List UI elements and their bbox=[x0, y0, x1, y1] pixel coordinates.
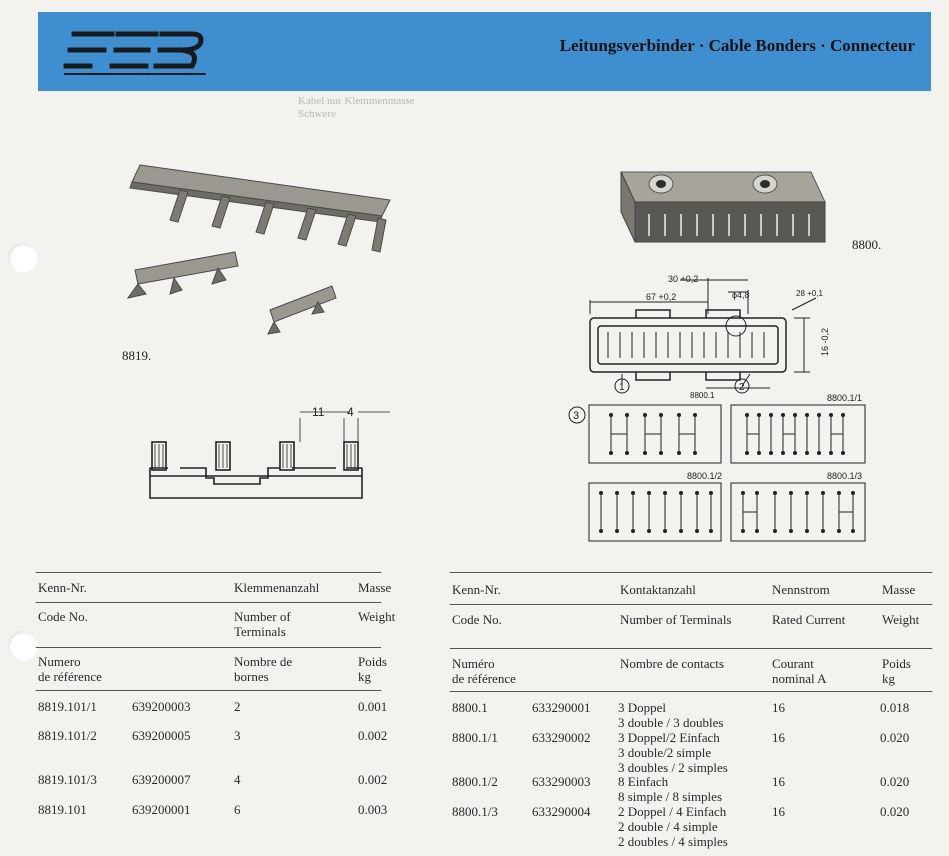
row-mass: 0.001 bbox=[358, 699, 388, 714]
row-code: 639200001 bbox=[132, 802, 191, 817]
table-rule bbox=[36, 690, 381, 691]
row-ref: 8800.1/3 bbox=[452, 804, 498, 819]
diagram-label-8800-1-3: 8800.1/3 bbox=[827, 471, 863, 481]
callout-3: 3 bbox=[573, 410, 580, 422]
callout-2: 2 bbox=[739, 382, 745, 393]
punch-hole bbox=[8, 243, 38, 273]
row-count: 2 Doppel / 4 Einfach 2 double / 4 simple 2 doubles / 4 simples bbox=[618, 804, 728, 849]
product-photo-8819 bbox=[110, 160, 400, 350]
header-rated-current: Rated Current bbox=[772, 612, 846, 627]
bleed-through-text bbox=[498, 107, 918, 146]
row-code: 639200007 bbox=[132, 772, 191, 787]
dimension-28: 28 +0,1 bbox=[796, 289, 823, 298]
page-title: Leitungsverbinder · Cable Bonders · Connecteur bbox=[559, 36, 915, 55]
figure-label-8819: 8819. bbox=[122, 348, 152, 363]
row-code: 633290002 bbox=[532, 730, 591, 745]
table-rule bbox=[36, 602, 381, 603]
diagram-label-8800-1-1: 8800.1/1 bbox=[827, 393, 863, 403]
figure-label-8800: 8800. bbox=[852, 237, 882, 252]
product-photo-8800 bbox=[615, 158, 830, 248]
header-poids: Poids kg bbox=[358, 654, 387, 684]
technical-drawing-8819 bbox=[140, 398, 400, 508]
header-nombre-de-contacts: Nombre de contacts bbox=[620, 656, 724, 671]
row-mass: 0.020 bbox=[880, 774, 910, 789]
dimension-30: 30 +0,2 bbox=[668, 274, 699, 284]
table-rule bbox=[450, 691, 932, 692]
table-rule bbox=[36, 572, 381, 573]
row-current: 16 bbox=[772, 700, 785, 715]
row-ref: 8819.101/2 bbox=[38, 728, 97, 743]
header-kontaktanzahl: Kontaktanzahl bbox=[620, 582, 696, 597]
header-kenn-nr: Kenn-Nr. bbox=[452, 582, 501, 597]
dimension-11: 11 bbox=[312, 405, 325, 419]
callout-1: 1 bbox=[619, 382, 625, 393]
row-count: 2 bbox=[234, 699, 241, 714]
dimension-67: 67 +0,2 bbox=[646, 292, 677, 302]
header-numero: Numéro de référence bbox=[452, 656, 516, 686]
row-code: 639200003 bbox=[132, 699, 191, 714]
dimension-phi: ϕ4,8 bbox=[732, 290, 750, 300]
callout-label-8800-1: 8800.1 bbox=[690, 391, 715, 400]
header-kenn-nr: Kenn-Nr. bbox=[38, 580, 87, 595]
table-rule bbox=[450, 604, 932, 605]
row-count: 4 bbox=[234, 772, 241, 787]
right-spec-table bbox=[450, 572, 932, 856]
header-code-no: Code No. bbox=[452, 612, 502, 627]
header-banner bbox=[38, 12, 931, 91]
header-number-of-terminals: Number of Terminals bbox=[234, 609, 291, 639]
header-weight: Weight bbox=[882, 612, 920, 627]
row-count: 3 Doppel 3 double / 3 doubles bbox=[618, 700, 724, 730]
header-nennstrom: Nennstrom bbox=[772, 582, 830, 597]
header-numero: Numero de référence bbox=[38, 654, 102, 684]
row-ref: 8819.101/3 bbox=[38, 772, 97, 787]
row-count: 3 Doppel/2 Einfach 3 double/2 simple 3 doubles / 2 simples bbox=[618, 730, 728, 775]
row-mass: 0.002 bbox=[358, 772, 388, 787]
header-code-no: Code No. bbox=[38, 609, 88, 624]
row-current: 16 bbox=[772, 730, 785, 745]
row-mass: 0.002 bbox=[358, 728, 388, 743]
header-poids: Poids kg bbox=[882, 656, 911, 686]
row-ref: 8800.1/2 bbox=[452, 774, 498, 789]
left-spec-table bbox=[36, 572, 396, 832]
row-code: 639200005 bbox=[132, 728, 191, 743]
row-mass: 0.018 bbox=[880, 700, 910, 715]
row-code: 633290004 bbox=[532, 804, 591, 819]
header-masse: Masse bbox=[882, 582, 916, 597]
row-mass: 0.020 bbox=[880, 804, 910, 819]
header-nombre-de-bornes: Nombre de bornes bbox=[234, 654, 293, 684]
table-rule bbox=[36, 647, 381, 648]
row-ref: 8800.1 bbox=[452, 700, 488, 715]
dimension-16: 16 -0,2 bbox=[820, 327, 830, 356]
row-count: 8 Einfach 8 simple / 8 simples bbox=[618, 774, 722, 804]
row-mass: 0.003 bbox=[358, 802, 388, 817]
punch-hole bbox=[8, 631, 38, 661]
table-rule bbox=[450, 648, 932, 649]
row-current: 16 bbox=[772, 804, 785, 819]
row-ref: 8819.101 bbox=[38, 802, 87, 817]
row-current: 16 bbox=[772, 774, 785, 789]
row-mass: 0.020 bbox=[880, 730, 910, 745]
circuit-diagrams bbox=[565, 393, 870, 545]
header-klemmenanzahl: Klemmenanzahl bbox=[234, 580, 320, 595]
row-code: 633290003 bbox=[532, 774, 591, 789]
diagram-label-8800-1-2: 8800.1/2 bbox=[687, 471, 723, 481]
header-weight: Weight bbox=[358, 609, 396, 624]
feb-logo bbox=[60, 24, 210, 79]
dimension-4: 4 bbox=[347, 405, 354, 419]
table-rule bbox=[450, 572, 932, 573]
header-courant-nominal: Courant nominal A bbox=[772, 656, 827, 686]
header-number-of-terminals: Number of Terminals bbox=[620, 612, 732, 627]
row-ref: 8800.1/1 bbox=[452, 730, 498, 745]
row-count: 3 bbox=[234, 728, 241, 743]
bleed-through-text: Kabel nur Klemmenmasse Schwere bbox=[298, 95, 432, 120]
row-ref: 8819.101/1 bbox=[38, 699, 97, 714]
technical-drawing-8800 bbox=[560, 270, 863, 405]
row-count: 6 bbox=[234, 802, 241, 817]
header-masse: Masse bbox=[358, 580, 392, 595]
row-code: 633290001 bbox=[532, 700, 591, 715]
